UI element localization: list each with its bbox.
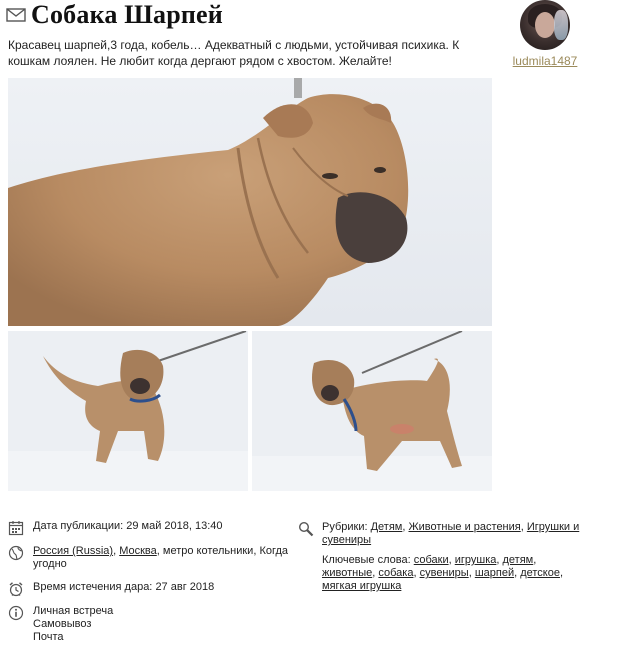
city-link[interactable]: Москва [119,545,157,557]
delivery-options [8,605,298,644]
info-icon [8,605,24,621]
metro-text: , метро котельники, Когда угодно [33,545,289,570]
date-value: 29 май 2018, 13:40 [126,520,223,532]
country-link[interactable]: Россия (Russia) [33,545,114,557]
date-label: Дата публикации: [33,520,124,532]
alarm-clock-icon [8,581,24,597]
author-card [508,0,582,68]
post-description: Красавец шарпей,3 года, кобель… Адекватный с людьми, устойчивая психика. К кошкам лоялен. Не любит когда дергают рядом с хвостом. Желайте! [8,38,460,68]
category-link[interactable]: Игрушки и сувениры [322,521,580,546]
categories: Рубрики: Детям, Животные и растения, Игрушки и сувениры [298,521,588,547]
envelope-icon[interactable] [6,7,26,23]
avatar[interactable] [520,0,570,50]
expire-label: Время истечения дара: [33,581,153,593]
keywords: Ключевые слова: собаки, игрушка, детям, животные, собака, сувениры, шарпей, детское, мягкая игрушка [322,554,564,592]
keyword-link[interactable]: мягкая игрушка [322,580,402,592]
expire-value: 27 авг 2018 [155,581,215,593]
delivery-option: Почта [33,631,64,643]
globe-icon [8,545,24,561]
author-username-link[interactable]: ludmila1487 [512,54,578,68]
calendar-icon [8,520,24,536]
keywords-label: Ключевые слова: [322,554,411,566]
keyword-link[interactable]: детское [520,567,560,579]
magnifier-icon [298,521,314,537]
gallery-photo-1[interactable] [8,331,248,491]
page-title: Собака Шарпей [31,0,223,29]
main-photo[interactable] [8,78,492,326]
gallery-photo-2[interactable] [252,331,492,491]
keyword-link[interactable]: собаки [413,554,449,566]
delivery-option: Самовывоз [33,618,92,630]
categories-label: Рубрики: [322,521,368,533]
keyword-link[interactable]: животные [322,567,373,579]
category-link[interactable]: Животные и растения [408,521,521,533]
post-header [6,0,223,30]
category-link[interactable]: Детям [370,521,403,533]
keyword-link[interactable]: сувениры [419,567,469,579]
keyword-link[interactable]: шарпей [474,567,515,579]
delivery-option: Личная встреча [33,605,114,617]
keyword-link[interactable]: собака [378,567,414,579]
location: Россия (Russia), Москва, метро котельники, Когда угодно [8,545,298,571]
gift-expiration [8,581,298,594]
keyword-link[interactable]: игрушка [454,554,497,566]
publication-date [8,520,298,533]
keyword-link[interactable]: детям [502,554,534,566]
